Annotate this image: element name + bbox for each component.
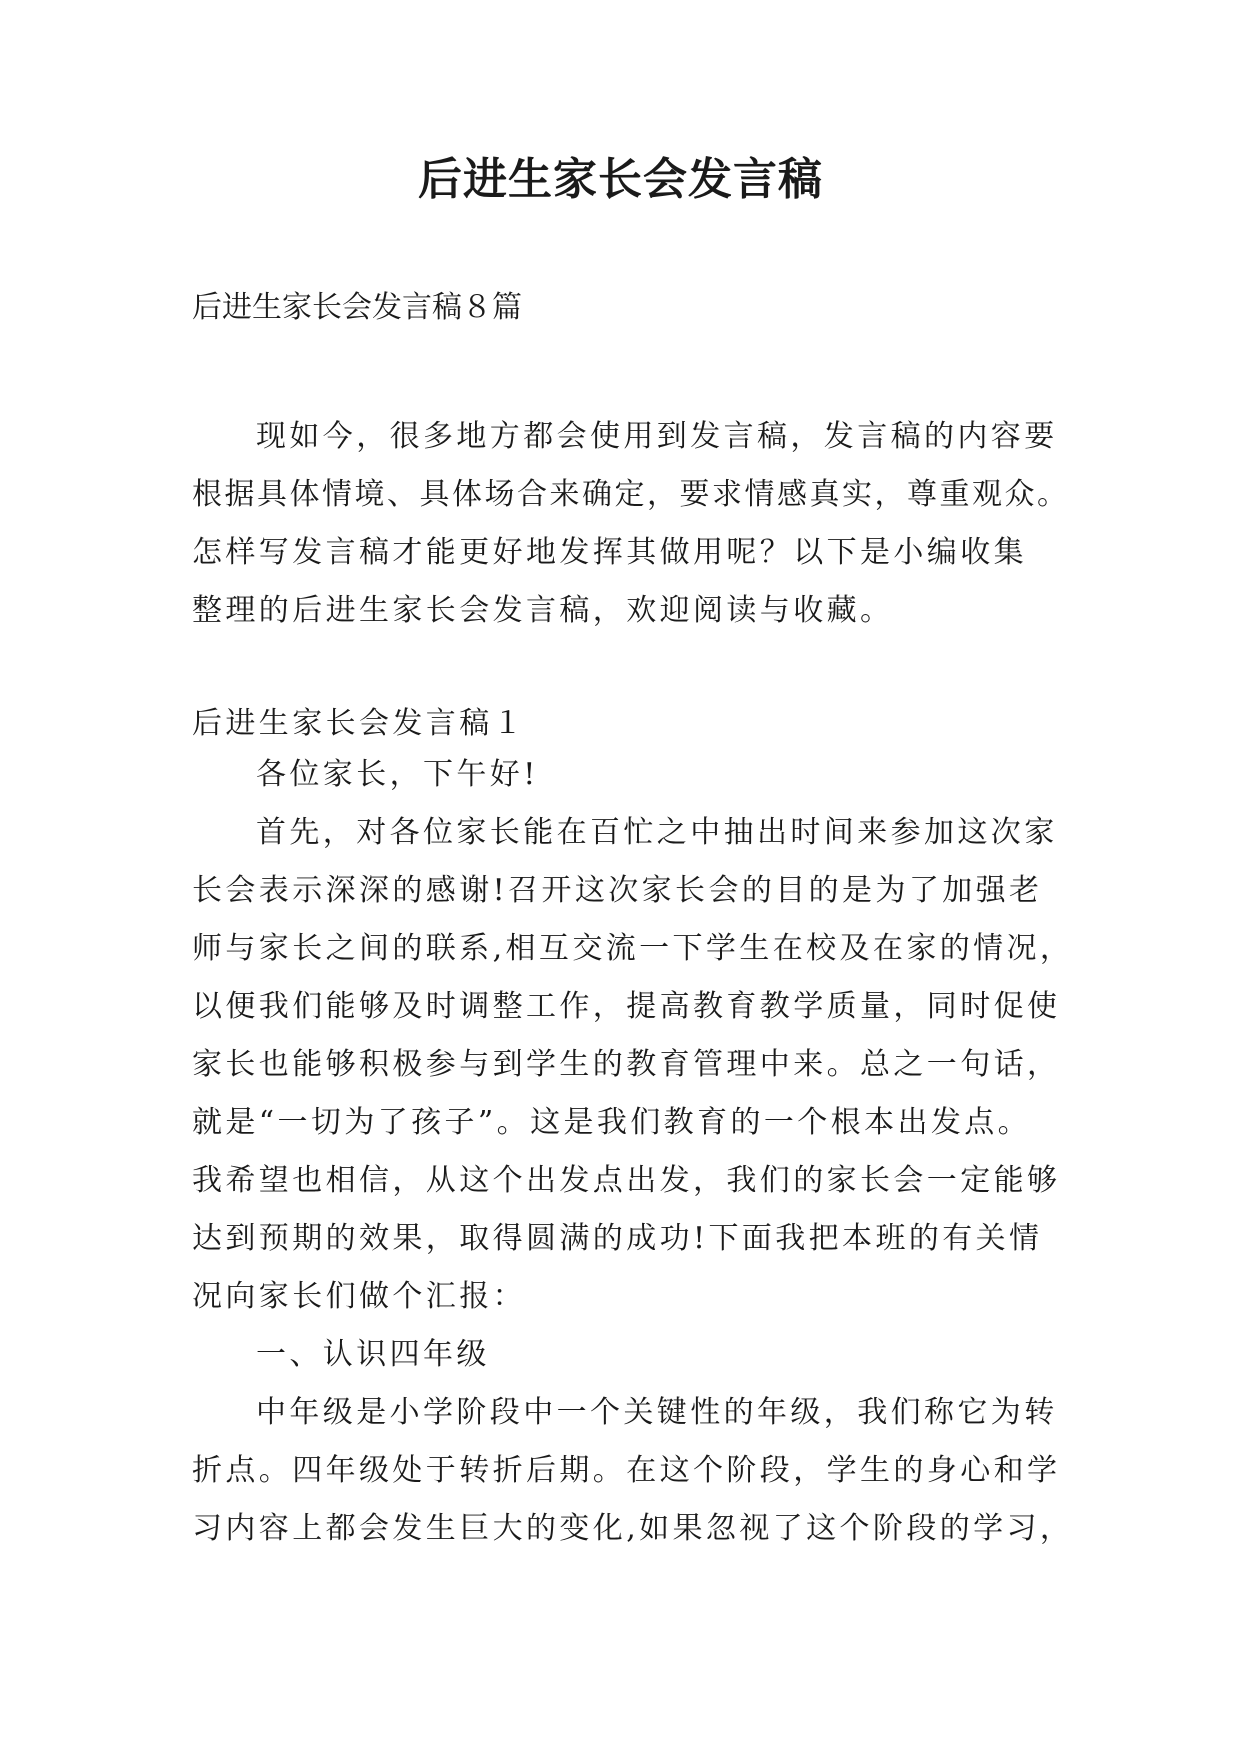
paragraph-line: 现如今，很多地方都会使用到发言稿，发言稿的内容要 [256,419,1058,454]
paragraph-line: 整理的后进生家长会发言稿，欢迎阅读与收藏。 [192,593,894,628]
paragraph-line: 家长也能够积极参与到学生的教育管理中来。总之一句话， [192,1047,1061,1082]
paragraph-line: 怎样写发言稿才能更好地发挥其做用呢？以下是小编收集 [192,535,1027,570]
paragraph-line: 根据具体情境、具体场合来确定，要求情感真实，尊重观众。 [192,477,1070,512]
intro-paragraph [192,408,1070,640]
paragraph-line: 就是“一切为了孩子”。这是我们教育的一个根本出发点。 [192,1105,1032,1140]
paragraph-line: 习内容上都会发生巨大的变化,如果忽视了这个阶段的学习， [192,1511,1074,1546]
document-subtitle: 后进生家长会发言稿８篇 [192,290,522,325]
section-heading: 后进生家长会发言稿１ [192,706,526,741]
document-title: 后进生家长会发言稿 [418,154,823,205]
paragraph-line: 中年级是小学阶段中一个关键性的年级，我们称它为转 [256,1395,1058,1430]
paragraph-line: 况向家长们做个汇报： [192,1279,526,1314]
paragraph-line: 首先，对各位家长能在百忙之中抽出时间来参加这次家 [256,815,1058,850]
paragraph-line: 达到预期的效果，取得圆满的成功!下面我把本班的有关情 [192,1221,1043,1256]
paragraph-line: 师与家长之间的联系,相互交流一下学生在校及在家的情况， [192,931,1074,966]
paragraph-line: 以便我们能够及时调整工作，提高教育教学质量，同时促使 [192,989,1061,1024]
point-heading: 一、认识四年级 [256,1337,490,1372]
paragraph-line: 折点。四年级处于转折后期。在这个阶段，学生的身心和学 [192,1453,1061,1488]
speech-article [192,702,1074,1558]
paragraph-line: 我希望也相信，从这个出发点出发，我们的家长会一定能够 [192,1163,1061,1198]
greeting-line: 各位家长，下午好! [256,757,539,792]
paragraph-line: 长会表示深深的感谢!召开这次家长会的目的是为了加强老 [192,873,1043,908]
